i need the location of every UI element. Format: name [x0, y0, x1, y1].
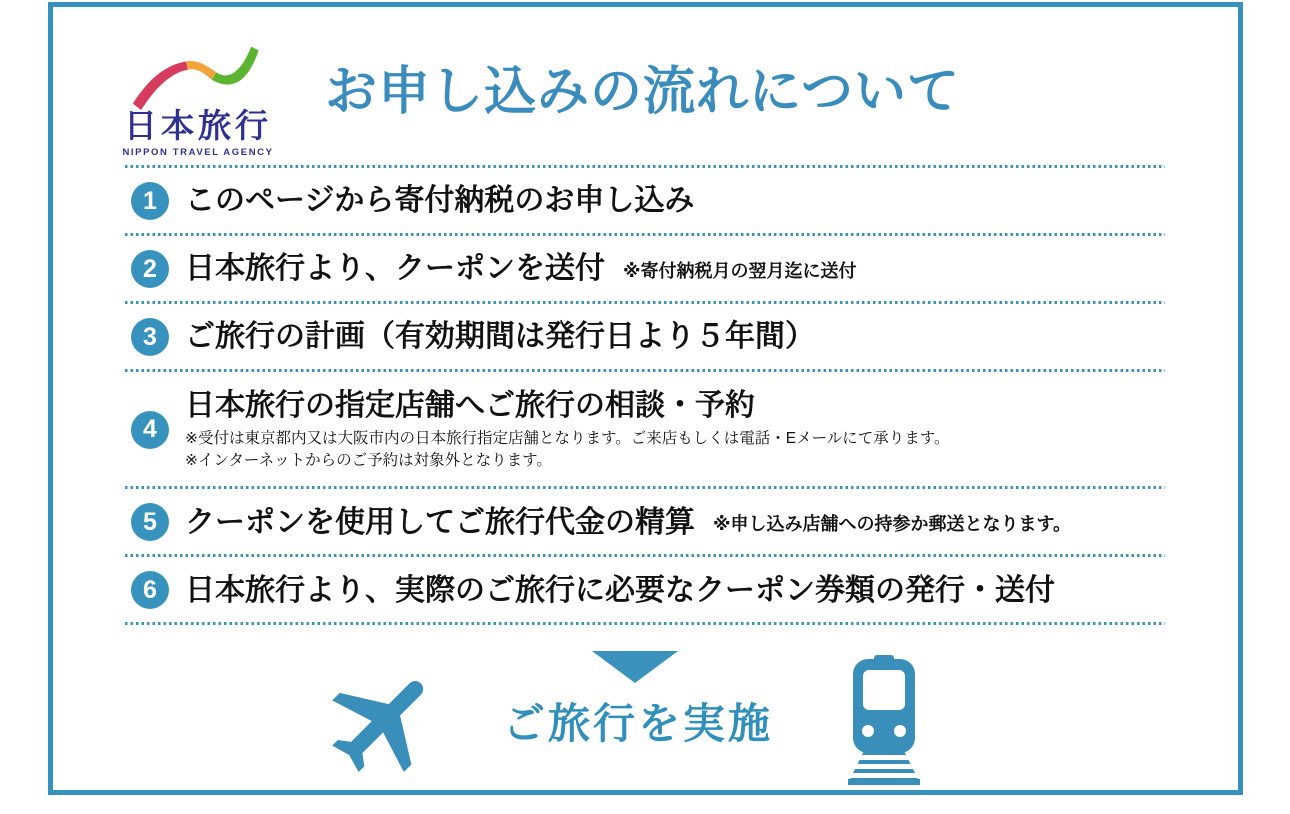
logo-title: 日本旅行 — [124, 107, 272, 144]
footer-label: ご旅行を実施 — [502, 700, 773, 747]
train-icon — [848, 655, 920, 785]
step-1-number-badge: 1 — [131, 182, 169, 220]
step-4-title: 日本旅行の指定店舗へご旅行の相談・予約 — [185, 389, 755, 422]
page-frame — [48, 2, 1243, 795]
step-1 — [125, 168, 1165, 233]
down-arrow-icon — [592, 651, 678, 683]
step-4-notes — [185, 428, 950, 473]
step-2-note: ※寄付納税月の翌月迄に送付 — [623, 261, 857, 281]
step-6 — [125, 557, 1165, 622]
nippon-travel-logo — [113, 43, 283, 158]
step-2-title: 日本旅行より、クーポンを送付 — [185, 252, 605, 286]
step-4-note-2: ※インターネットからのご予約は対象外となります。 — [185, 451, 552, 469]
step-4-note-1: ※受付は東京都内又は大阪市内の日本旅行指定店舗となります。ご来店もしくは電話・Eメールにて承ります。 — [185, 429, 950, 447]
step-3-title: ご旅行の計画（有効期間は発行日より５年間） — [185, 320, 815, 354]
step-6-title: 日本旅行より、実際のご旅行に必要なクーポン券類の発行・送付 — [185, 573, 1055, 607]
step-2 — [125, 236, 1165, 301]
step-5-title: クーポンを使用してご旅行代金の精算 — [185, 505, 695, 539]
dotted-divider — [125, 622, 1165, 625]
step-1-title: このページから寄付納税のお申し込み — [185, 184, 695, 218]
step-5 — [125, 489, 1165, 554]
step-5-note: ※申し込み店舗への持参か郵送となります。 — [713, 514, 1072, 535]
step-3-number-badge: 3 — [131, 318, 169, 356]
step-4-number-badge: 4 — [131, 411, 169, 449]
step-4 — [125, 372, 1165, 486]
steps-list — [125, 165, 1165, 625]
step-3 — [125, 304, 1165, 369]
step-6-number-badge: 6 — [131, 571, 169, 609]
logo-subtitle: NIPPON TRAVEL AGENCY — [122, 147, 274, 158]
page-title: お申し込みの流れについて — [325, 63, 960, 121]
footer-travel-banner — [53, 647, 1238, 797]
step-2-number-badge: 2 — [131, 250, 169, 288]
step-5-number-badge: 5 — [131, 503, 169, 541]
airplane-icon — [321, 659, 449, 787]
